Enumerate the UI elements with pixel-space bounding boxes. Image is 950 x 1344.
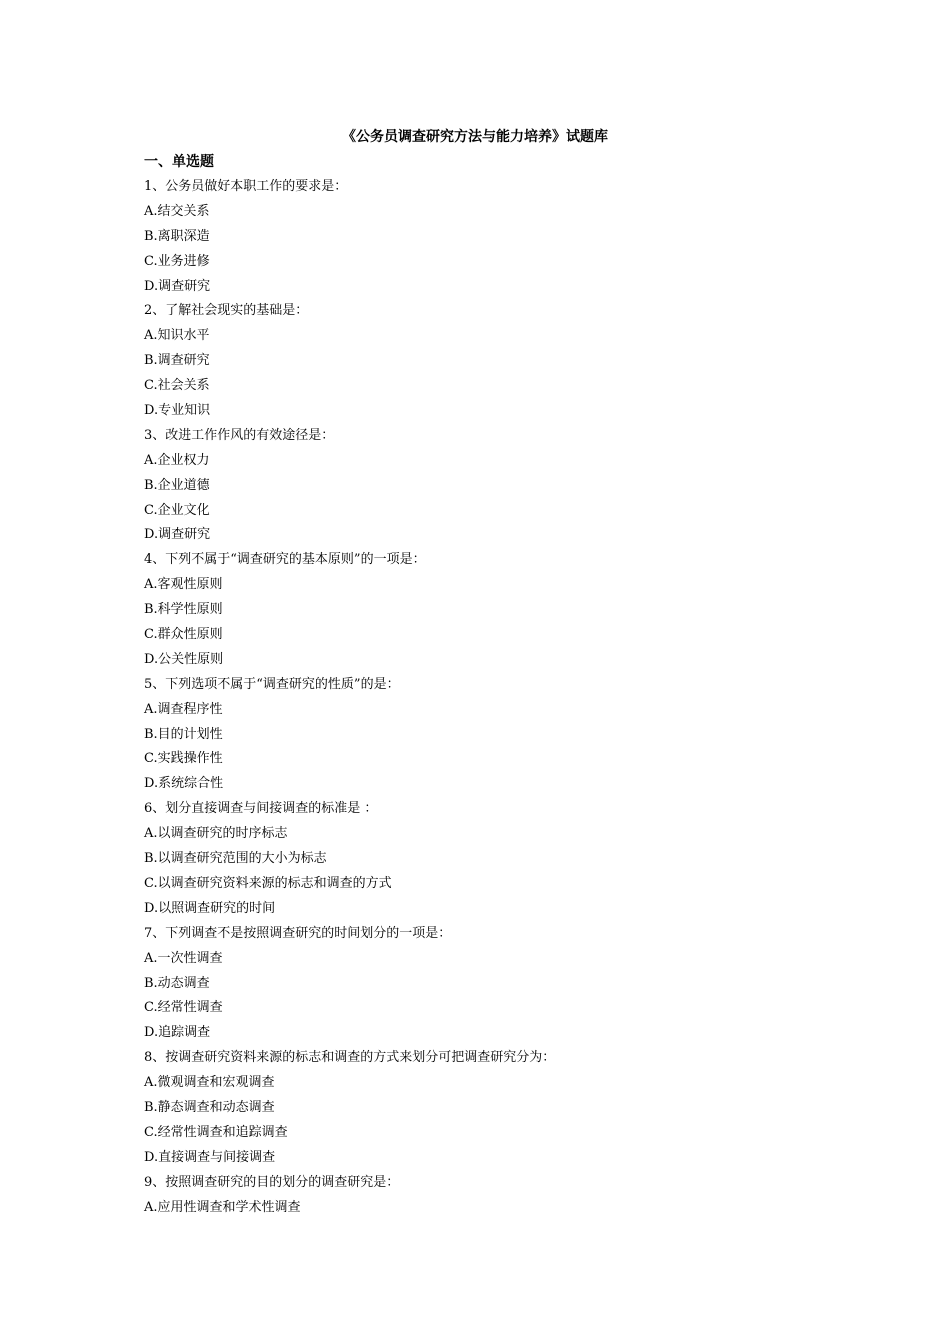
answer-option: B.动态调查 [144,975,210,991]
answer-option: A.结交关系 [144,203,210,219]
answer-option: C.经常性调查和追踪调查 [144,1124,288,1140]
answer-option: B.离职深造 [144,228,210,244]
question-stem: 7、下列调查不是按照调查研究的时间划分的一项是： [144,925,452,941]
question-stem: 6、划分直接调查与间接调查的标准是 ： [144,801,378,817]
answer-option: C.群众性原则 [144,627,223,643]
answer-option: C.业务进修 [144,253,210,269]
answer-option: A.调查程序性 [144,701,223,717]
answer-option: D.以照调查研究的时间 [144,900,276,916]
answer-option: A.客观性原则 [144,577,223,593]
question-list [144,175,824,1220]
answer-option: B.以调查研究范围的大小为标志 [144,851,327,867]
answer-option: A.微观调查和宏观调查 [144,1075,275,1091]
answer-option: D.专业知识 [144,403,211,419]
answer-option: C.企业文化 [144,502,210,518]
answer-option: C.以调查研究资料来源的标志和调查的方式 [144,875,392,891]
document-title: 《公务员调查研究方法与能力培养》试题库 [342,129,608,145]
answer-option: C.社会关系 [144,378,210,394]
section-heading: 一、单选题 [144,154,214,170]
answer-option: C.经常性调查 [144,1000,223,1016]
answer-option: B.调查研究 [144,353,210,369]
answer-option: C.实践操作性 [144,751,223,767]
answer-option: A.一次性调查 [144,950,223,966]
answer-option: D.调查研究 [144,527,211,543]
answer-option: D.直接调查与间接调查 [144,1149,276,1165]
answer-option: A.知识水平 [144,328,210,344]
answer-option: A.以调查研究的时序标志 [144,826,288,842]
answer-option: B.科学性原则 [144,602,223,618]
answer-option: D.公关性原则 [144,651,224,667]
question-stem: 1、公务员做好本职工作的要求是： [144,179,348,194]
answer-option: A.企业权力 [144,452,210,468]
question-stem: 8、按调查研究资料来源的标志和调查的方式来划分可把调查研究分为： [144,1050,556,1066]
question-stem: 2、了解社会现实的基础是： [144,303,309,319]
answer-option: D.追踪调查 [144,1025,211,1041]
answer-option: D.调查研究 [144,278,211,294]
answer-option: D.系统综合性 [144,776,224,792]
question-stem: 5、下列选项不属于“调查研究的性质”的是： [144,676,400,692]
answer-option: A.应用性调查和学术性调查 [144,1199,301,1215]
question-stem: 4、下列不属于“调查研究的基本原则”的一项是： [144,552,426,568]
answer-option: B.企业道德 [144,477,210,493]
answer-option: B.静态调查和动态调查 [144,1099,275,1115]
question-stem: 3、改进工作作风的有效途径是： [144,427,335,443]
answer-option: B.目的计划性 [144,726,223,742]
question-stem: 9、按照调查研究的目的划分的调查研究是： [144,1174,400,1190]
